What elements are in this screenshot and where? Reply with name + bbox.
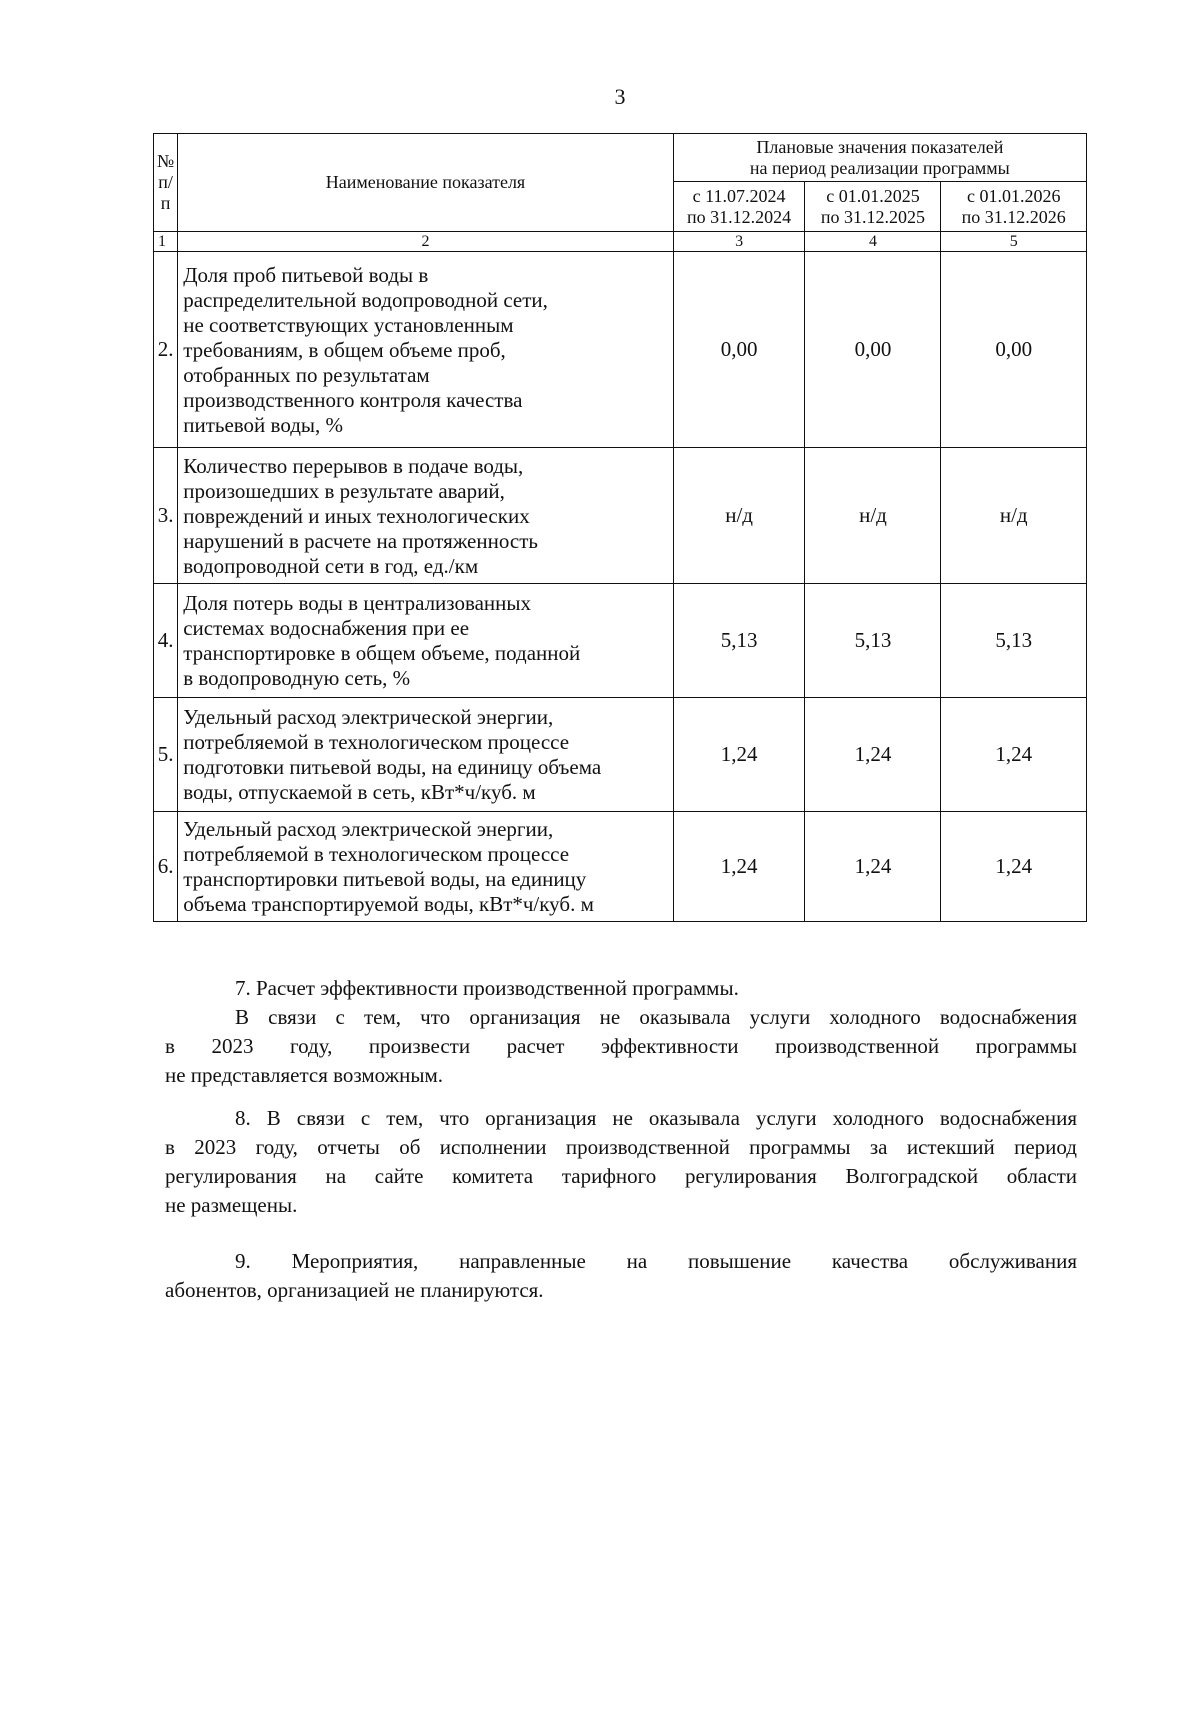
section-8-text: регулирования на сайте комитета тарифного регулирования Волгоградской области [165, 1164, 1077, 1188]
indicator-name-line: отобранных по результатам [183, 362, 430, 387]
indicator-name-line: транспортировки питьевой воды, на единицу [183, 867, 587, 891]
indicator-name-line: транспортировке в общем объеме, поданной [183, 641, 581, 665]
period-to: по 31.12.2024 [687, 206, 792, 227]
value-cell: н/д [805, 448, 941, 584]
index-cell: 1 [154, 232, 178, 252]
period-cell [941, 182, 1087, 232]
table-row [154, 812, 1087, 922]
value-cell: н/д [673, 448, 805, 584]
section-9-text: 9. Мероприятия, направленные на повышение качества обслуживания [235, 1249, 1077, 1273]
value-cell: 0,00 [941, 252, 1087, 448]
header-planned-cell [673, 134, 1086, 182]
header-num-symbol: № [157, 151, 175, 171]
indicator-name-line: повреждений и иных технологических [183, 503, 530, 528]
indicator-name-line: Количество перерывов в подаче воды, [183, 453, 524, 478]
section-7 [165, 974, 1077, 1090]
indicator-name-line: воды, отпускаемой в сеть, кВт*ч/куб. м [183, 780, 536, 804]
indicator-name [178, 812, 673, 922]
section-9-text: абонентов, организацией не планируются. [165, 1278, 544, 1302]
indicator-name-line: Удельный расход электрической энергии, [183, 817, 554, 841]
value-cell: 1,24 [673, 698, 805, 812]
section-8-text: в 2023 году, отчеты об исполнении производственной программы за истекший период [165, 1135, 1077, 1159]
indicator-name-line: потребляемой в технологическом процессе [183, 730, 570, 754]
header-name-cell: Наименование показателя [178, 134, 673, 232]
indicator-name-line: производственного контроля качества [183, 387, 523, 412]
value-cell: 5,13 [805, 584, 941, 698]
indicator-name-line: потребляемой в технологическом процессе [183, 842, 570, 866]
indicator-name-line: произошедших в результате аварий, [183, 478, 505, 503]
section-7-text: в 2023 году, произвести расчет эффективности производственной программы [165, 1034, 1077, 1058]
table-row [154, 252, 1087, 448]
row-number: 5. [154, 698, 178, 812]
indicator-name-line: требованиям, в общем объеме проб, [183, 337, 506, 362]
section-7-text: не представляется возможным. [165, 1063, 444, 1087]
header-num-abbr: п/п [158, 172, 173, 213]
table-row [154, 584, 1087, 698]
indicator-name-line: подготовки питьевой воды, на единицу объема [183, 755, 602, 779]
header-planned-line2: на период реализации программы [749, 157, 1010, 178]
period-cell [673, 182, 805, 232]
value-cell: 1,24 [805, 812, 941, 922]
section-7-text: В связи с тем, что организация не оказывала услуги холодного водоснабжения [235, 1005, 1077, 1029]
period-from: с 11.07.2024 [692, 185, 786, 206]
indicator-name-line: нарушений в расчете на протяженность [183, 528, 538, 553]
index-cell: 3 [673, 232, 805, 252]
indicator-name-line: не соответствующих установленным [183, 312, 514, 337]
indicator-name [178, 698, 673, 812]
value-cell: 5,13 [941, 584, 1087, 698]
indicator-name-line: Доля потерь воды в централизованных [183, 591, 532, 615]
row-number: 2. [154, 252, 178, 448]
section-8-text: не размещены. [165, 1193, 298, 1217]
indicator-name [178, 252, 673, 448]
value-cell: 1,24 [805, 698, 941, 812]
header-planned-line1: Плановые значения показателей [756, 136, 1004, 157]
period-from: с 01.01.2025 [826, 185, 920, 206]
value-cell: 0,00 [673, 252, 805, 448]
indicator-name [178, 584, 673, 698]
value-cell: 5,13 [673, 584, 805, 698]
row-number: 3. [154, 448, 178, 584]
row-number: 4. [154, 584, 178, 698]
section-7-title: 7. Расчет эффективности производственной программы. [235, 976, 739, 1000]
table-row [154, 698, 1087, 812]
section-8-text: 8. В связи с тем, что организация не оказывала услуги холодного водоснабжения [235, 1106, 1077, 1130]
indicator-name-line: водопроводной сети в год, ед./км [183, 553, 479, 578]
indicator-name-line: объема транспортируемой воды, кВт*ч/куб. м [183, 892, 594, 916]
page-number: 3 [614, 84, 626, 109]
table-header-row [154, 134, 1087, 182]
indicator-name-line: Удельный расход электрической энергии, [183, 705, 554, 729]
value-cell: 1,24 [673, 812, 805, 922]
period-from: с 01.01.2026 [966, 185, 1061, 206]
indicator-name-line: системах водоснабжения при ее [183, 616, 470, 640]
index-cell: 2 [178, 232, 673, 252]
indicator-name-line: в водопроводную сеть, % [183, 666, 411, 690]
indicator-name-line: Доля проб питьевой воды в [183, 262, 429, 287]
table-index-row [154, 232, 1087, 252]
index-cell: 5 [941, 232, 1087, 252]
period-to: по 31.12.2026 [961, 206, 1066, 227]
section-8 [165, 1104, 1077, 1220]
header-num-cell [154, 134, 178, 232]
value-cell: 1,24 [941, 698, 1087, 812]
indicators-table [153, 133, 1087, 922]
indicator-name-line: распределительной водопроводной сети, [183, 287, 548, 312]
table-row [154, 448, 1087, 584]
row-number: 6. [154, 812, 178, 922]
indicator-name-line: питьевой воды, % [183, 412, 344, 437]
period-to: по 31.12.2025 [820, 206, 926, 227]
indicator-name [178, 448, 673, 584]
value-cell: 0,00 [805, 252, 941, 448]
section-9 [165, 1247, 1077, 1305]
period-cell [805, 182, 941, 232]
value-cell: 1,24 [941, 812, 1087, 922]
index-cell: 4 [805, 232, 941, 252]
value-cell: н/д [941, 448, 1087, 584]
